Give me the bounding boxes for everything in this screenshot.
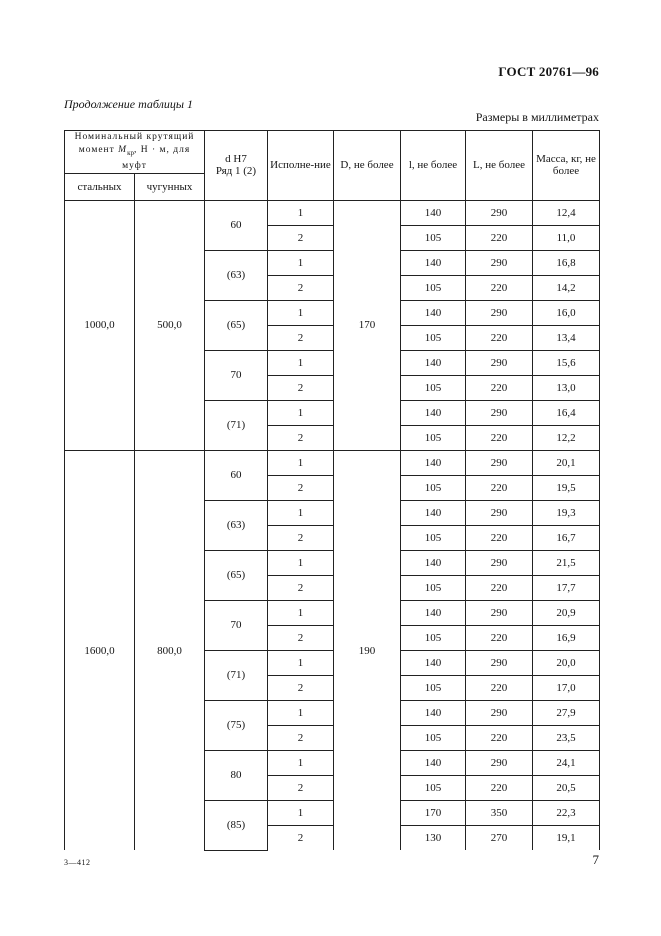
bore-diameter-cell: (75) [205, 700, 268, 750]
L-cell: 290 [466, 650, 533, 675]
bore-diameter-cell: 60 [205, 450, 268, 500]
bore-diameter-cell: (85) [205, 800, 268, 850]
l-cell: 105 [401, 625, 466, 650]
version-cell: 2 [268, 325, 334, 350]
bore-diameter-cell: (63) [205, 500, 268, 550]
mass-cell: 22,3 [533, 800, 600, 825]
version-cell: 2 [268, 575, 334, 600]
version-cell: 1 [268, 650, 334, 675]
L-cell: 290 [466, 450, 533, 475]
page-number: 7 [592, 852, 599, 867]
L-cell: 290 [466, 750, 533, 775]
version-cell: 2 [268, 775, 334, 800]
L-cell: 290 [466, 350, 533, 375]
mass-cell: 20,5 [533, 775, 600, 800]
L-cell: 290 [466, 600, 533, 625]
mass-cell: 27,9 [533, 700, 600, 725]
table-continuation-caption: Продолжение таблицы 1 [64, 97, 194, 111]
L-cell: 220 [466, 325, 533, 350]
l-cell: 140 [401, 700, 466, 725]
bore-diameter-cell: 80 [205, 750, 268, 800]
mass-cell: 20,0 [533, 650, 600, 675]
standard-number: ГОСТ 20761—96 [498, 64, 599, 79]
header-version: Исполне-ние [268, 131, 334, 201]
bore-diameter-cell: (71) [205, 400, 268, 450]
version-cell: 1 [268, 700, 334, 725]
l-cell: 140 [401, 650, 466, 675]
version-cell: 1 [268, 350, 334, 375]
L-cell: 220 [466, 525, 533, 550]
mass-cell: 24,1 [533, 750, 600, 775]
l-cell: 140 [401, 450, 466, 475]
l-cell: 140 [401, 600, 466, 625]
header-mass: Масса, кг, не более [533, 131, 600, 201]
coupling-dimensions-table [64, 130, 600, 851]
bore-diameter-cell: 60 [205, 200, 268, 250]
version-cell: 1 [268, 450, 334, 475]
L-cell: 270 [466, 825, 533, 850]
version-cell: 2 [268, 425, 334, 450]
L-cell: 290 [466, 550, 533, 575]
table-body [65, 200, 600, 850]
L-cell: 220 [466, 775, 533, 800]
l-cell: 105 [401, 275, 466, 300]
mass-cell: 13,4 [533, 325, 600, 350]
version-cell: 1 [268, 500, 334, 525]
l-cell: 105 [401, 725, 466, 750]
mass-cell: 23,5 [533, 725, 600, 750]
steel-moment-cell: 1600,0 [65, 450, 135, 850]
L-cell: 290 [466, 500, 533, 525]
version-cell: 1 [268, 250, 334, 275]
L-cell: 290 [466, 200, 533, 225]
l-cell: 105 [401, 475, 466, 500]
l-cell: 105 [401, 675, 466, 700]
mass-cell: 12,2 [533, 425, 600, 450]
table-row [65, 200, 600, 225]
L-cell: 220 [466, 725, 533, 750]
l-cell: 140 [401, 300, 466, 325]
version-cell: 2 [268, 725, 334, 750]
bore-diameter-cell: (65) [205, 550, 268, 600]
L-cell: 290 [466, 300, 533, 325]
bore-diameter-cell: (65) [205, 300, 268, 350]
L-cell: 220 [466, 425, 533, 450]
version-cell: 1 [268, 550, 334, 575]
L-cell: 290 [466, 700, 533, 725]
version-cell: 1 [268, 300, 334, 325]
mass-cell: 19,3 [533, 500, 600, 525]
version-cell: 2 [268, 825, 334, 850]
version-cell: 2 [268, 375, 334, 400]
cast-moment-cell: 800,0 [135, 450, 205, 850]
outer-diameter-cell: 170 [334, 200, 401, 450]
mass-cell: 12,4 [533, 200, 600, 225]
header-steel: стальных [65, 173, 135, 200]
version-cell: 2 [268, 625, 334, 650]
L-cell: 220 [466, 475, 533, 500]
outer-diameter-cell: 190 [334, 450, 401, 850]
l-cell: 140 [401, 750, 466, 775]
version-cell: 1 [268, 400, 334, 425]
header-D: D, не более [334, 131, 401, 201]
l-cell: 140 [401, 350, 466, 375]
mass-cell: 21,5 [533, 550, 600, 575]
version-cell: 1 [268, 600, 334, 625]
mass-cell: 16,7 [533, 525, 600, 550]
L-cell: 290 [466, 400, 533, 425]
mass-cell: 17,7 [533, 575, 600, 600]
version-cell: 2 [268, 675, 334, 700]
version-cell: 2 [268, 525, 334, 550]
mass-cell: 20,1 [533, 450, 600, 475]
steel-moment-cell: 1000,0 [65, 200, 135, 450]
mass-cell: 19,5 [533, 475, 600, 500]
version-cell: 2 [268, 275, 334, 300]
L-cell: 290 [466, 250, 533, 275]
header-d: d Н7 Ряд 1 (2) [205, 131, 268, 201]
bore-diameter-cell: (71) [205, 650, 268, 700]
mass-cell: 17,0 [533, 675, 600, 700]
bore-diameter-cell: (63) [205, 250, 268, 300]
print-mark: 3—412 [64, 858, 91, 867]
l-cell: 140 [401, 400, 466, 425]
version-cell: 1 [268, 800, 334, 825]
L-cell: 220 [466, 575, 533, 600]
L-cell: 220 [466, 675, 533, 700]
mass-cell: 13,0 [533, 375, 600, 400]
l-cell: 105 [401, 325, 466, 350]
version-cell: 1 [268, 750, 334, 775]
mass-cell: 16,0 [533, 300, 600, 325]
L-cell: 350 [466, 800, 533, 825]
L-cell: 220 [466, 225, 533, 250]
header-moment: Номинальный крутящий момент $M_{кр}$, Н · м, для муфт [65, 131, 205, 174]
l-cell: 105 [401, 425, 466, 450]
l-cell: 105 [401, 375, 466, 400]
L-cell: 220 [466, 275, 533, 300]
mass-cell: 16,4 [533, 400, 600, 425]
l-cell: 140 [401, 550, 466, 575]
units-note: Размеры в миллиметрах [475, 110, 599, 124]
mass-cell: 20,9 [533, 600, 600, 625]
mass-cell: 16,8 [533, 250, 600, 275]
L-cell: 220 [466, 625, 533, 650]
mass-cell: 15,6 [533, 350, 600, 375]
l-cell: 170 [401, 800, 466, 825]
version-cell: 2 [268, 475, 334, 500]
header-cast-iron: чугунных [135, 173, 205, 200]
table-row [65, 450, 600, 475]
l-cell: 140 [401, 500, 466, 525]
mass-cell: 19,1 [533, 825, 600, 850]
version-cell: 2 [268, 225, 334, 250]
l-cell: 105 [401, 525, 466, 550]
header-l: l, не более [401, 131, 466, 201]
l-cell: 105 [401, 575, 466, 600]
bore-diameter-cell: 70 [205, 350, 268, 400]
l-cell: 130 [401, 825, 466, 850]
l-cell: 140 [401, 200, 466, 225]
version-cell: 1 [268, 200, 334, 225]
header-L: L, не более [466, 131, 533, 201]
l-cell: 140 [401, 250, 466, 275]
l-cell: 105 [401, 775, 466, 800]
l-cell: 105 [401, 225, 466, 250]
L-cell: 220 [466, 375, 533, 400]
mass-cell: 14,2 [533, 275, 600, 300]
cast-moment-cell: 500,0 [135, 200, 205, 450]
mass-cell: 16,9 [533, 625, 600, 650]
bore-diameter-cell: 70 [205, 600, 268, 650]
mass-cell: 11,0 [533, 225, 600, 250]
